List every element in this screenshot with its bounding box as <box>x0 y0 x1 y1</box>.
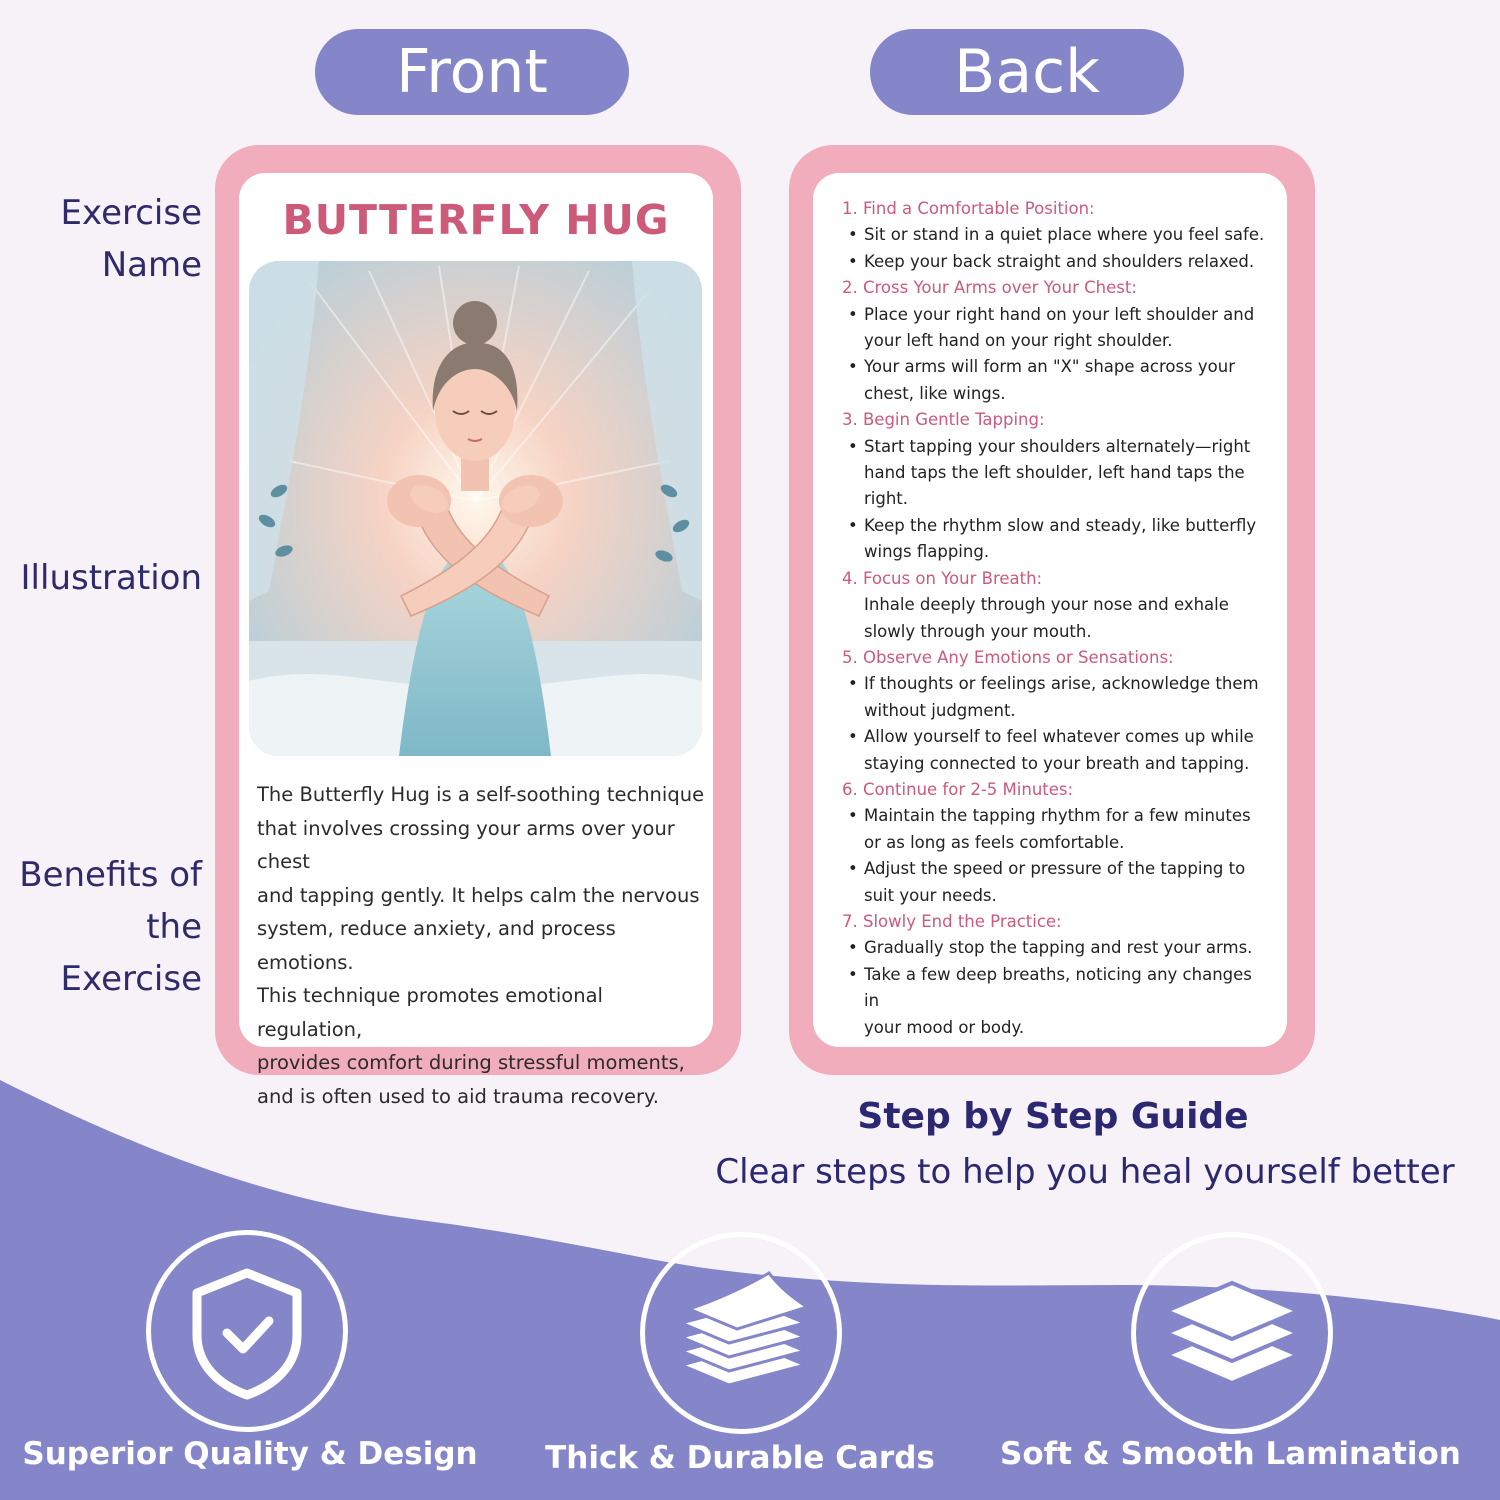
step-item-line <box>842 354 1272 380</box>
benefits-label-line: Benefits of <box>19 855 202 895</box>
benefits-label-line: the Exercise <box>60 907 202 999</box>
butterfly-hug-illustration <box>249 261 702 756</box>
step-heading: 1. Find a Comfortable Position: <box>842 199 1095 218</box>
step-item-line <box>842 302 1272 328</box>
step-item-line <box>842 460 1272 486</box>
lamination-feature-circle <box>1131 1232 1333 1434</box>
shield-check-icon <box>151 1235 343 1427</box>
step-item-line <box>842 328 1272 354</box>
step-item-line <box>842 381 1272 407</box>
step-item-text: Sit or stand in a quiet place where you feel safe. <box>864 225 1265 245</box>
bullet-icon: • <box>848 436 858 456</box>
exercise-title: BUTTERFLY HUG <box>282 196 670 244</box>
step-item-text: staying connected to your breath and tapping. <box>864 753 1250 773</box>
step-item-text: Inhale deeply through your nose and exhale <box>864 595 1229 615</box>
step-item-line <box>842 962 1272 1015</box>
step-item-line <box>842 434 1272 460</box>
bullet-icon: • <box>848 304 858 324</box>
durable-feature-label: Thick & Durable Cards <box>545 1440 935 1476</box>
step-item-line <box>842 698 1272 724</box>
step-item-line <box>842 883 1272 909</box>
benefits-line: This technique promotes emotional regulation, <box>257 984 603 1041</box>
step-list <box>842 196 1272 1041</box>
bullet-icon: • <box>848 727 858 747</box>
step-item-text: Maintain the tapping rhythm for a few minutes <box>864 806 1251 826</box>
step-item-text: Keep the rhythm slow and steady, like butterfly <box>864 515 1257 535</box>
durable-feature-circle <box>640 1232 842 1434</box>
step-item-line <box>842 856 1272 882</box>
bullet-icon: • <box>848 938 858 958</box>
lamination-feature-label: Soft & Smooth Lamination <box>1000 1436 1461 1472</box>
bullet-icon: • <box>848 964 858 984</box>
step-item-line <box>842 249 1272 275</box>
step-item-text: your left hand on your right shoulder. <box>864 331 1173 351</box>
benefits-line: and tapping gently. It helps calm the nervous <box>257 883 700 907</box>
benefits-line: system, reduce anxiety, and process emotions. <box>257 917 616 974</box>
exercise-name-label <box>61 187 202 291</box>
step-item-text: right. <box>864 489 909 509</box>
step-item-text: or as long as feels comfortable. <box>864 832 1125 852</box>
step-item-text: Start tapping your shoulders alternately—right <box>864 436 1251 456</box>
layers-icon <box>1136 1237 1328 1429</box>
step-heading: 3. Begin Gentle Tapping: <box>842 410 1045 430</box>
step-item-line <box>842 830 1272 856</box>
step-item-line <box>842 539 1272 565</box>
benefits-label <box>0 849 202 1005</box>
step-item-line <box>842 751 1272 777</box>
quality-feature-circle <box>146 1230 348 1432</box>
step-item-line <box>842 1015 1272 1041</box>
benefits-line: The Butterfly Hug is a self-soothing technique <box>257 783 705 806</box>
bullet-icon: • <box>848 674 858 694</box>
step-heading: 4. Focus on Your Breath: <box>842 568 1043 588</box>
exercise-benefits-text <box>257 778 709 1113</box>
guide-title: Step by Step Guide <box>857 1096 1249 1137</box>
step-item-line <box>842 671 1272 697</box>
bullet-icon: • <box>848 859 858 879</box>
illustration-label: Illustration <box>20 558 202 598</box>
front-header-pill: Front <box>315 29 629 115</box>
step-heading: 6. Continue for 2-5 Minutes: <box>842 779 1074 799</box>
step-item-text: slowly through your mouth. <box>864 621 1092 641</box>
step-item-text: If thoughts or feelings arise, acknowledge them <box>864 674 1259 694</box>
step-heading: 7. Slowly End the Practice: <box>842 911 1062 931</box>
step-item-line <box>842 486 1272 512</box>
step-item-line <box>842 592 1272 618</box>
step-item-text: Place your right hand on your left shoulder and <box>864 304 1255 324</box>
step-item-text: Take a few deep breaths, noticing any changes in <box>864 964 1252 1011</box>
back-header-pill: Back <box>870 29 1184 115</box>
guide-subtitle: Clear steps to help you heal yourself better <box>715 1152 1455 1192</box>
step-item-text: Adjust the speed or pressure of the tapping to <box>864 859 1246 879</box>
step-item-text: without judgment. <box>864 700 1016 720</box>
exercise-name-label-line: Exercise <box>60 193 202 233</box>
step-item-line <box>842 724 1272 750</box>
step-item-text: Keep your back straight and shoulders relaxed. <box>864 251 1255 271</box>
bullet-icon: • <box>848 357 858 377</box>
benefits-line: provides comfort during stressful moments, <box>257 1051 685 1074</box>
step-item-text: hand taps the left shoulder, left hand taps the <box>864 463 1245 483</box>
bullet-icon: • <box>848 225 858 245</box>
quality-feature-label: Superior Quality & Design <box>22 1436 478 1472</box>
benefits-line: and is often used to aid trauma recovery. <box>257 1084 659 1108</box>
step-item-line <box>842 222 1272 248</box>
step-item-text: Gradually stop the tapping and rest your arms. <box>864 938 1253 958</box>
step-item-text: Allow yourself to feel whatever comes up while <box>864 727 1254 747</box>
step-item-line <box>842 803 1272 829</box>
step-heading: 2. Cross Your Arms over Your Chest: <box>842 278 1137 298</box>
bullet-icon: • <box>848 251 858 271</box>
step-heading: 5. Observe Any Emotions or Sensations: <box>842 647 1174 667</box>
bullet-icon: • <box>848 515 858 535</box>
step-item-line <box>842 935 1272 961</box>
step-item-text: suit your needs. <box>864 885 997 905</box>
card-stack-icon <box>645 1237 837 1429</box>
step-item-line <box>842 619 1272 645</box>
step-item-text: your mood or body. <box>864 1017 1025 1037</box>
step-item-text: wings flapping. <box>864 542 990 562</box>
step-item-text: Your arms will form an "X" shape across your <box>864 357 1236 377</box>
step-item-line <box>842 513 1272 539</box>
step-item-text: chest, like wings. <box>864 383 1006 403</box>
exercise-name-label-line: Name <box>101 245 202 285</box>
benefits-line: that involves crossing your arms over your chest <box>257 816 675 873</box>
bullet-icon: • <box>848 806 858 826</box>
